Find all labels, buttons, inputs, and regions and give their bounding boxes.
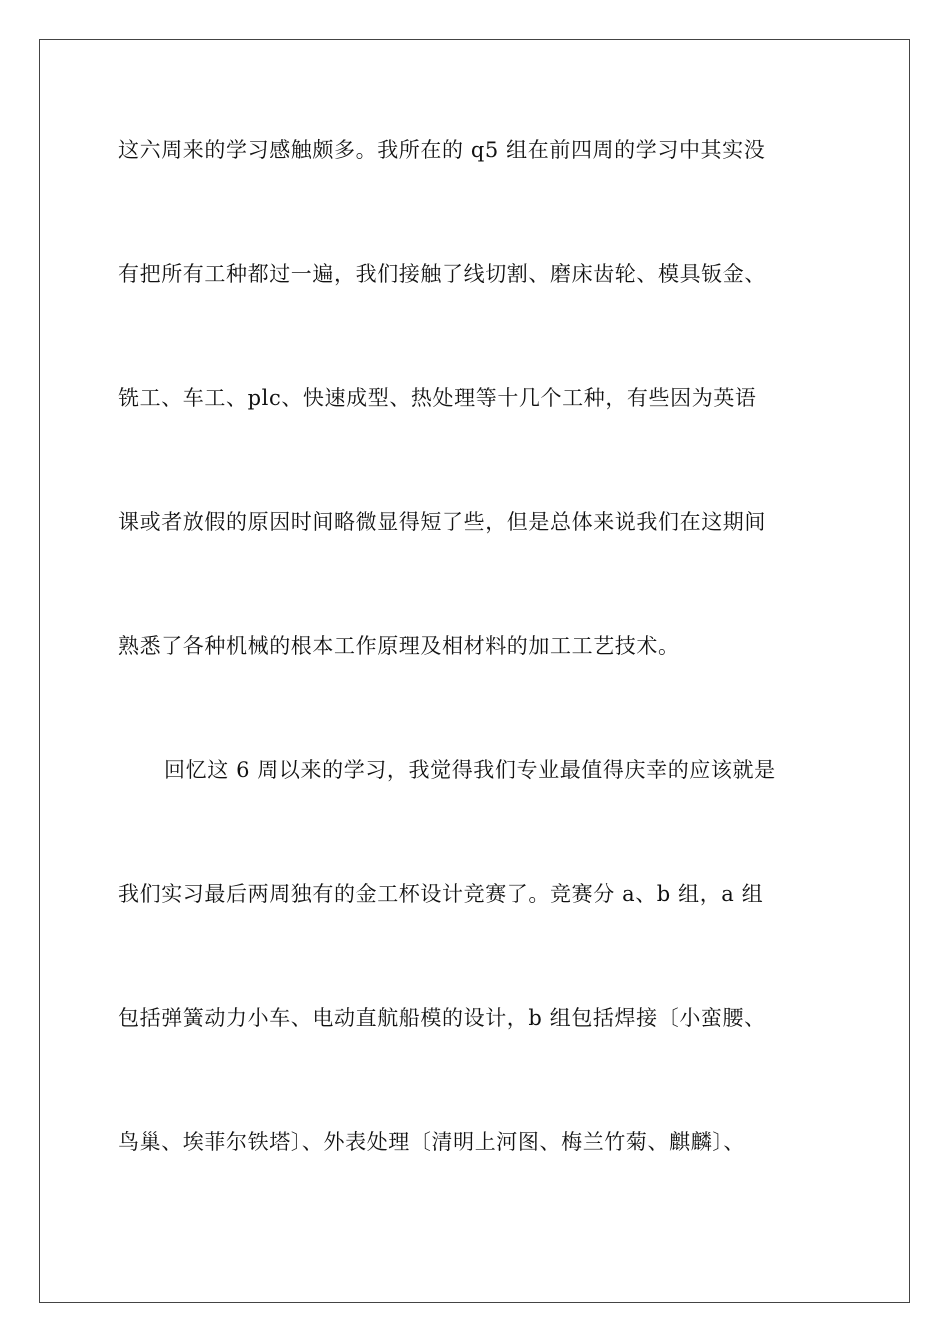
paragraph-1-line-3: 铣工、车工、plc、快速成型、热处理等十几个工种，有些因为英语 [118, 386, 757, 410]
paragraph-1-line-2: 有把所有工种都过一遍，我们接触了线切割、磨床齿轮、模具钣金、 [118, 262, 766, 286]
paragraph-1-line-5: 熟悉了各种机械的根本工作原理及相材料的加工工艺技术。 [118, 634, 680, 658]
paragraph-1-line-4: 课或者放假的原因时间略微显得短了些，但是总体来说我们在这期间 [118, 510, 766, 534]
paragraph-2-line-3: 包括弹簧动力小车、电动直航船模的设计，b 组包括焊接〔小蛮腰、 [118, 1006, 766, 1030]
paragraph-2-line-1: 回忆这 6 周以来的学习，我觉得我们专业最值得庆幸的应该就是 [164, 758, 776, 782]
paragraph-1-line-1: 这六周来的学习感触颇多。我所在的 q5 组在前四周的学习中其实没 [118, 138, 766, 162]
paragraph-2-line-2: 我们实习最后两周独有的金工杯设计竞赛了。竞赛分 a、b 组，a 组 [118, 882, 764, 906]
paragraph-2-line-4: 鸟巢、埃菲尔铁塔〕、外表处理〔清明上河图、梅兰竹菊、麒麟〕、 [118, 1130, 745, 1154]
document-body [118, 128, 834, 1244]
